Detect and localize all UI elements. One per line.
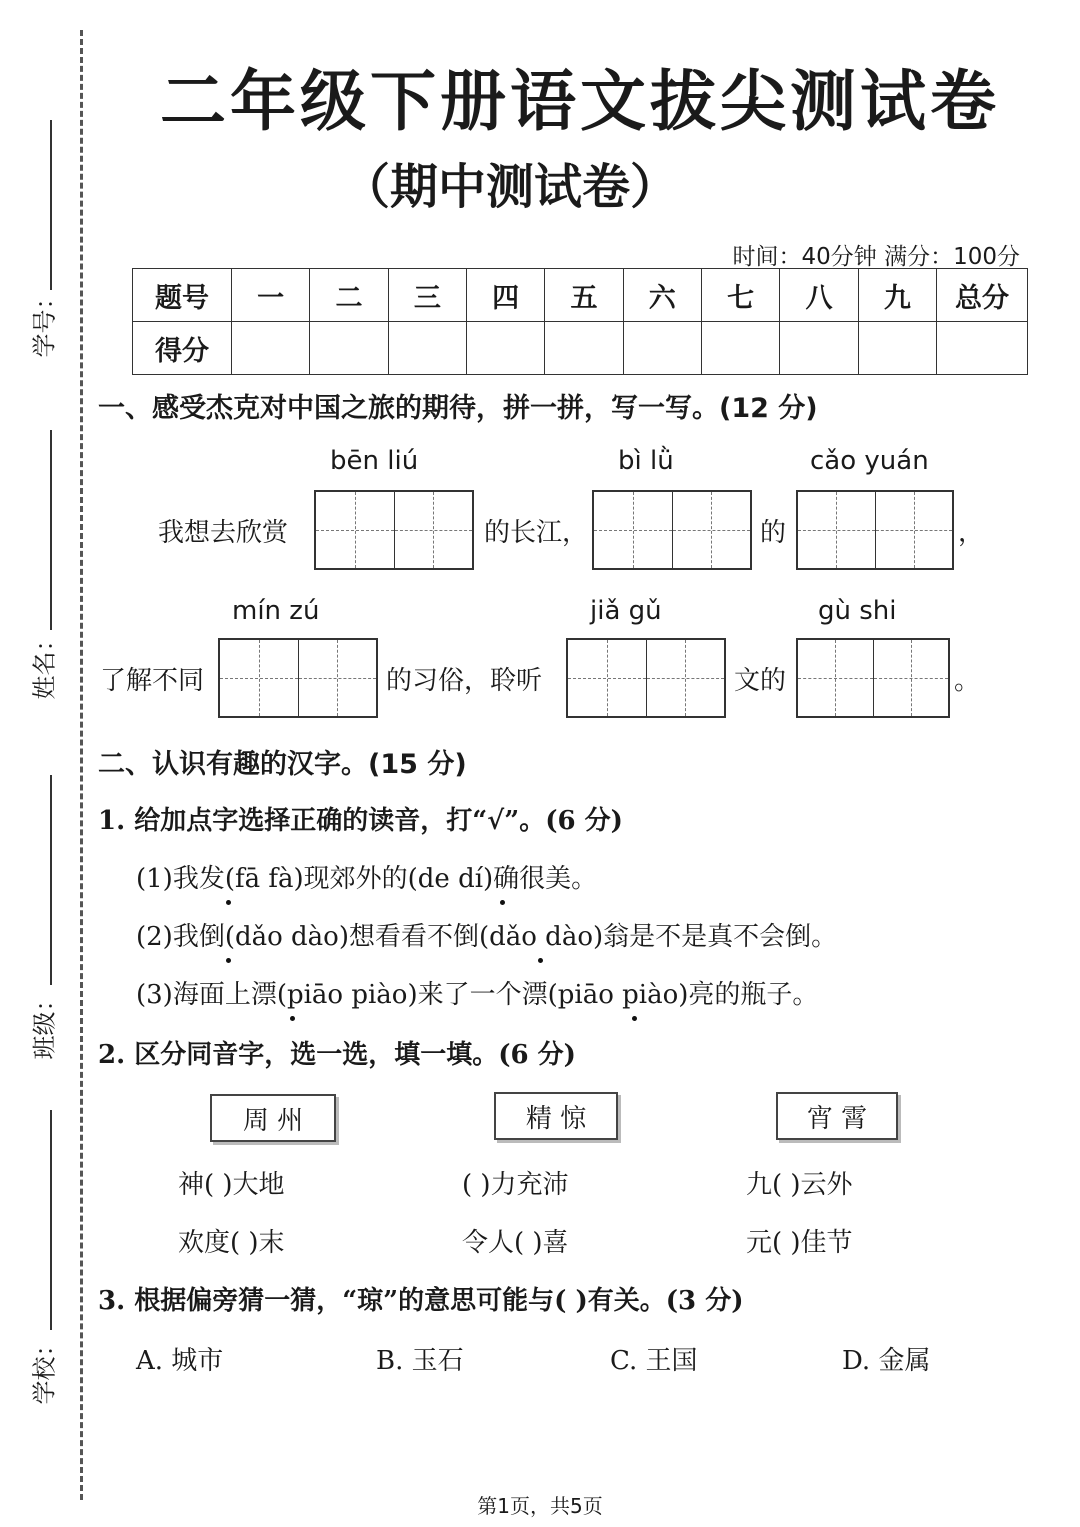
binding-cut-line — [80, 30, 83, 1500]
name-rule — [50, 430, 52, 630]
student-id-rule — [50, 120, 52, 290]
pinyin-gu-shi: gù shi — [818, 596, 897, 626]
section1-title: 一、感受杰克对中国之旅的期待，拼一拼，写一写。(12 分) — [98, 393, 818, 424]
q1-item: (2)我倒(dǎo dào)想看看不倒(dǎo dào)翁是不是真不会倒。 — [136, 922, 838, 952]
score-table-header-row — [133, 269, 1028, 322]
score-cell[interactable] — [232, 322, 310, 375]
pinyin-min-zu: mín zú — [232, 596, 320, 626]
s1-text: 的长江， — [484, 518, 589, 548]
homophone-chip: 宵 霄 — [776, 1092, 898, 1140]
score-header-cell: 一 — [232, 269, 310, 322]
score-header-cell: 七 — [701, 269, 779, 322]
score-header-cell: 二 — [310, 269, 388, 322]
score-cell[interactable] — [466, 322, 544, 375]
q2-blank-item[interactable]: ( )力充沛 — [462, 1170, 569, 1200]
name-label: 姓名： — [30, 627, 59, 700]
score-row-label: 得分 — [133, 322, 232, 375]
q2-blank-item[interactable]: 欢度( )末 — [178, 1228, 285, 1258]
score-table — [132, 268, 1028, 375]
emphasis-dot — [500, 900, 505, 905]
homophone-chip: 精 惊 — [494, 1092, 618, 1140]
pinyin-ben-liu: bēn liú — [330, 446, 419, 476]
q3-option-c[interactable]: C. 王国 — [610, 1346, 698, 1376]
page-subtitle: （期中测试卷） — [341, 159, 678, 215]
class-rule — [50, 775, 52, 985]
page-title: 二年级下册语文拔尖测试卷 — [160, 63, 1000, 140]
score-header-cell: 八 — [780, 269, 858, 322]
q2-blank-item[interactable]: 令人( )喜 — [462, 1228, 569, 1258]
score-cell[interactable] — [310, 322, 388, 375]
q2-blank-item[interactable]: 元( )佳节 — [746, 1228, 853, 1258]
emphasis-dot — [226, 958, 231, 963]
q2-blank-item[interactable]: 神( )大地 — [178, 1170, 285, 1200]
score-cell[interactable] — [937, 322, 1028, 375]
q3-option-a[interactable]: A. 城市 — [136, 1346, 224, 1376]
emphasis-dot — [632, 1016, 637, 1021]
score-header-cell: 题号 — [133, 269, 232, 322]
class-label: 班级： — [30, 987, 59, 1060]
s1-text: 。 — [954, 666, 981, 696]
score-header-cell: 九 — [858, 269, 936, 322]
question-2-title: 2. 区分同音字，选一选，填一填。(6 分) — [98, 1040, 576, 1070]
score-cell[interactable] — [545, 322, 623, 375]
score-header-cell: 总分 — [937, 269, 1028, 322]
writing-grid[interactable] — [796, 638, 950, 718]
s1-text: ， — [958, 518, 985, 548]
question-3-title: 3. 根据偏旁猜一猜，“琼”的意思可能与( )有关。(3 分) — [98, 1286, 744, 1316]
score-cell[interactable] — [388, 322, 466, 375]
school-label: 学校： — [30, 1332, 59, 1405]
s1-text: 文的 — [734, 666, 787, 696]
score-table-score-row — [133, 322, 1028, 375]
page-footer: 第1页，共5页 — [477, 1494, 603, 1518]
school-rule — [50, 1110, 52, 1330]
q3-option-d[interactable]: D. 金属 — [842, 1346, 931, 1376]
score-header-cell: 三 — [388, 269, 466, 322]
writing-grid[interactable] — [566, 638, 726, 718]
writing-grid[interactable] — [314, 490, 474, 570]
emphasis-dot — [290, 1016, 295, 1021]
student-id-label: 学号： — [30, 285, 59, 358]
emphasis-dot — [538, 958, 543, 963]
score-cell[interactable] — [858, 322, 936, 375]
section2-title: 二、认识有趣的汉字。(15 分) — [98, 749, 467, 780]
q3-option-b[interactable]: B. 玉石 — [376, 1346, 464, 1376]
score-header-cell: 五 — [545, 269, 623, 322]
emphasis-dot — [226, 900, 231, 905]
score-cell[interactable] — [701, 322, 779, 375]
score-header-cell: 四 — [466, 269, 544, 322]
score-cell[interactable] — [780, 322, 858, 375]
pinyin-bi-lv: bì lǜ — [618, 446, 674, 476]
s1-text: 的 — [760, 518, 787, 548]
s1-text: 我想去欣赏 — [158, 518, 289, 548]
score-header-cell: 六 — [623, 269, 701, 322]
s1-text: 了解不同 — [100, 666, 205, 696]
question-1-title: 1. 给加点字选择正确的读音，打“√”。(6 分) — [98, 806, 623, 836]
pinyin-jia-gu: jiǎ gǔ — [590, 596, 662, 626]
q1-item: (3)海面上漂(piāo piào)来了一个漂(piāo piào)亮的瓶子。 — [136, 980, 819, 1010]
q1-item: (1)我发(fā fà)现郊外的(de dí)确很美。 — [136, 864, 598, 894]
exam-meta: 时间：40分钟 满分：100分 — [732, 244, 1020, 270]
writing-grid[interactable] — [218, 638, 378, 718]
q2-blank-item[interactable]: 九( )云外 — [746, 1170, 853, 1200]
writing-grid[interactable] — [592, 490, 752, 570]
score-cell[interactable] — [623, 322, 701, 375]
writing-grid[interactable] — [796, 490, 954, 570]
s1-text: 的习俗，聆听 — [386, 666, 543, 696]
homophone-chip: 周 州 — [210, 1094, 336, 1142]
pinyin-cao-yuan: cǎo yuán — [810, 446, 929, 476]
